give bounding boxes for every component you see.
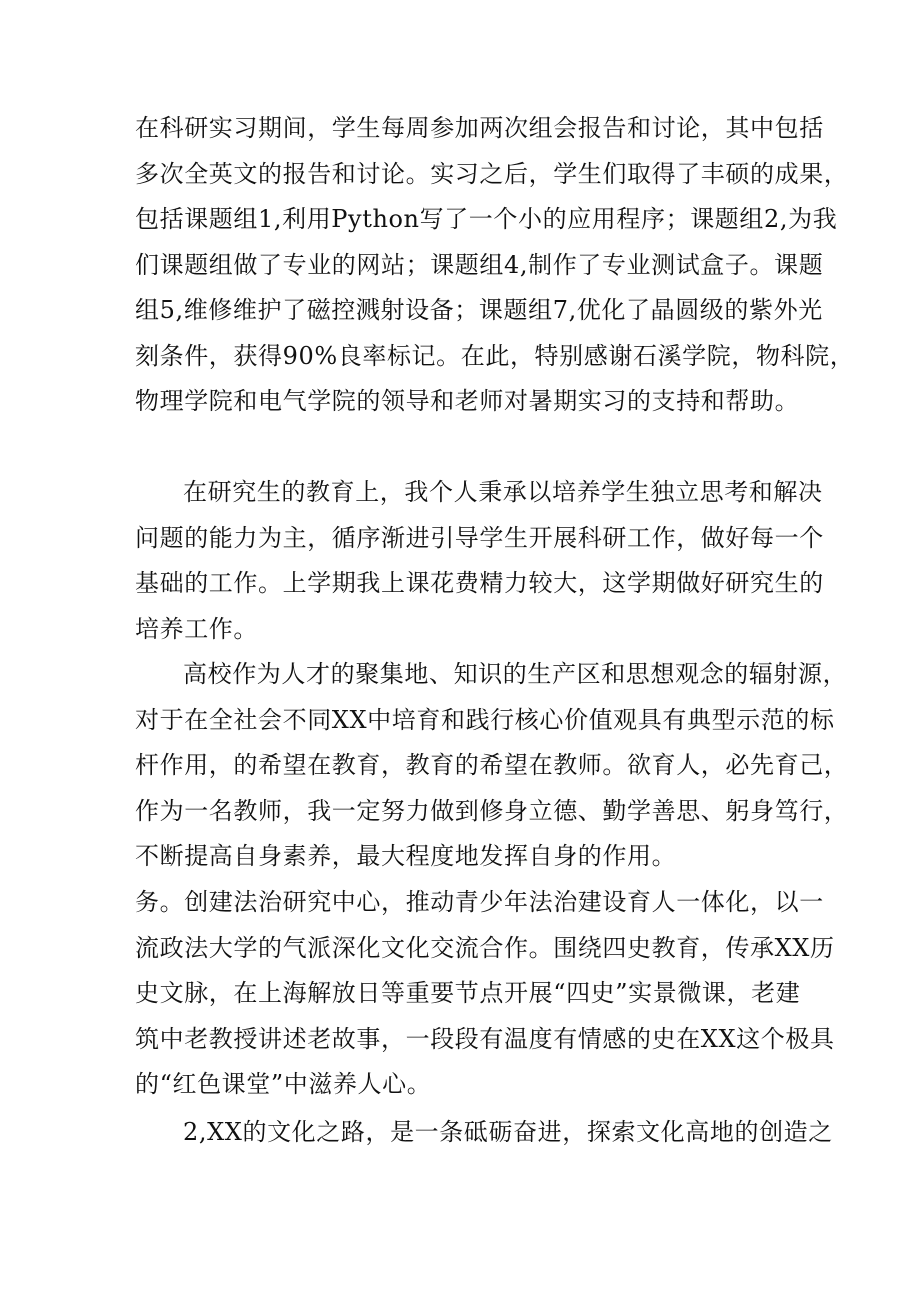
text-line: 物理学院和电气学院的领导和老师对暑期实习的支持和帮助。 [135,387,800,415]
text-line: 问题的能力为主，循序渐进引导学生开展科研工作，做好每一个 [135,523,824,552]
text-line: 高校作为人才的聚集地、知识的生产区和思想观念的辐射源， [183,660,848,688]
text-line: 在科研实习期间，学生每周参加两次组会报告和讨论，其中包括 [135,114,824,142]
text-line: 刻条件，获得90%良率标记。在此，特别感谢石溪学院，物科院， [135,341,855,370]
text-line: 组5,维修维护了磁控溅射设备；课题组7,优化了晶圆级的紫外光 [135,296,823,324]
paragraph-university-role [135,652,849,880]
text-line: 的“红色课堂”中滋养人心。 [135,1070,432,1098]
text-line: 2,XX的文化之路，是一条砥砺奋进，探索文化高地的创造之 [183,1118,833,1146]
text-line: 流政法大学的气派深化文化交流合作。围绕四史教育，传承XX历 [135,933,835,962]
text-line: 筑中老教授讲述老故事，一段段有温度有情感的史在XX这个极具 [135,1024,835,1053]
paragraph-rule-of-law-center [135,880,835,1108]
text-line: 基础的工作。上学期我上课花费精力较大，这学期做好研究生的 [135,569,824,597]
paragraph-research-internship [135,106,855,425]
paragraph-culture-road [135,1110,833,1156]
text-line: 杆作用，的希望在教育，教育的希望在教师。欲育人，必先育己， [135,751,849,779]
text-line: 务。创建法治研究中心，推动青少年法治建设育人一体化，以一 [135,888,824,916]
text-line: 培养工作。 [135,614,258,643]
text-line: 在研究生的教育上，我个人秉承以培养学生独立思考和解决 [183,478,823,506]
text-line: 作为一名教师，我一定努力做到修身立德、勤学善思、躬身笃行， [135,796,849,825]
text-line: 包括课题组1,利用Python写了一个小的应用程序；课题组2,为我 [135,205,838,233]
paragraph-graduate-education [135,470,824,652]
text-line: 不断提高自身素养，最大程度地发挥自身的作用。 [135,842,677,870]
text-line: 史文脉，在上海解放日等重要节点开展“四史”实景微课，老建 [135,979,801,1007]
text-line: 对于在全社会不同XX中培育和践行核心价值观具有典型示范的标 [135,705,835,734]
text-line: 多次全英文的报告和讨论。实习之后，学生们取得了丰硕的成果， [135,159,849,188]
text-line: 们课题组做了专业的网站；课题组4,制作了专业测试盒子。课题 [135,250,824,279]
